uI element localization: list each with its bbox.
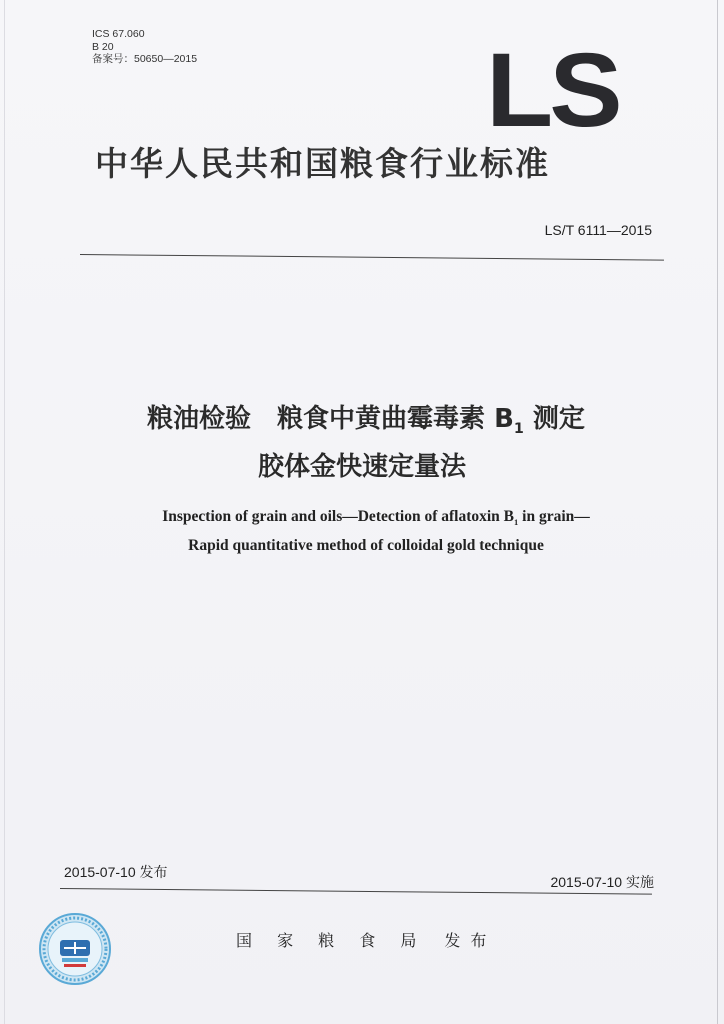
anti-counterfeit-seal-icon [38,912,112,986]
ics-code: ICS 67.060 [92,28,145,40]
standard-number: LS/T 6111—2015 [544,222,652,238]
filing-number: 备案号：50650—2015 [92,53,198,65]
issue-date: 2015-07-10 发布 [64,864,168,880]
header-divider [80,254,664,261]
implementation-date: 2015-07-10 实施 [550,874,654,890]
chinese-title [0,400,724,486]
standard-category-title: 中华人民共和国粮食行业标准 [95,144,550,183]
english-title [0,505,724,558]
ccs-code: B 20 [92,40,114,53]
publisher-name: 国 家 粮 食 局 [236,931,427,950]
publisher-verb: 发布 [444,931,497,950]
english-title-line-2: Rapid quantitative method of colloidal gold technique [188,537,544,555]
classification-block [92,28,197,66]
english-title-line-1: Inspection of grain and oils—Detection of aflatoxin $B_1$ in grain— [162,508,590,528]
ls-logo: LS [486,32,619,149]
publisher-line [236,928,496,951]
chinese-title-line-2: 胶体金快速定量法 [257,452,466,483]
chinese-title-line-1: 粮油检验 粮食中黄曲霉毒素 $B_1$ 测定 [147,404,585,438]
